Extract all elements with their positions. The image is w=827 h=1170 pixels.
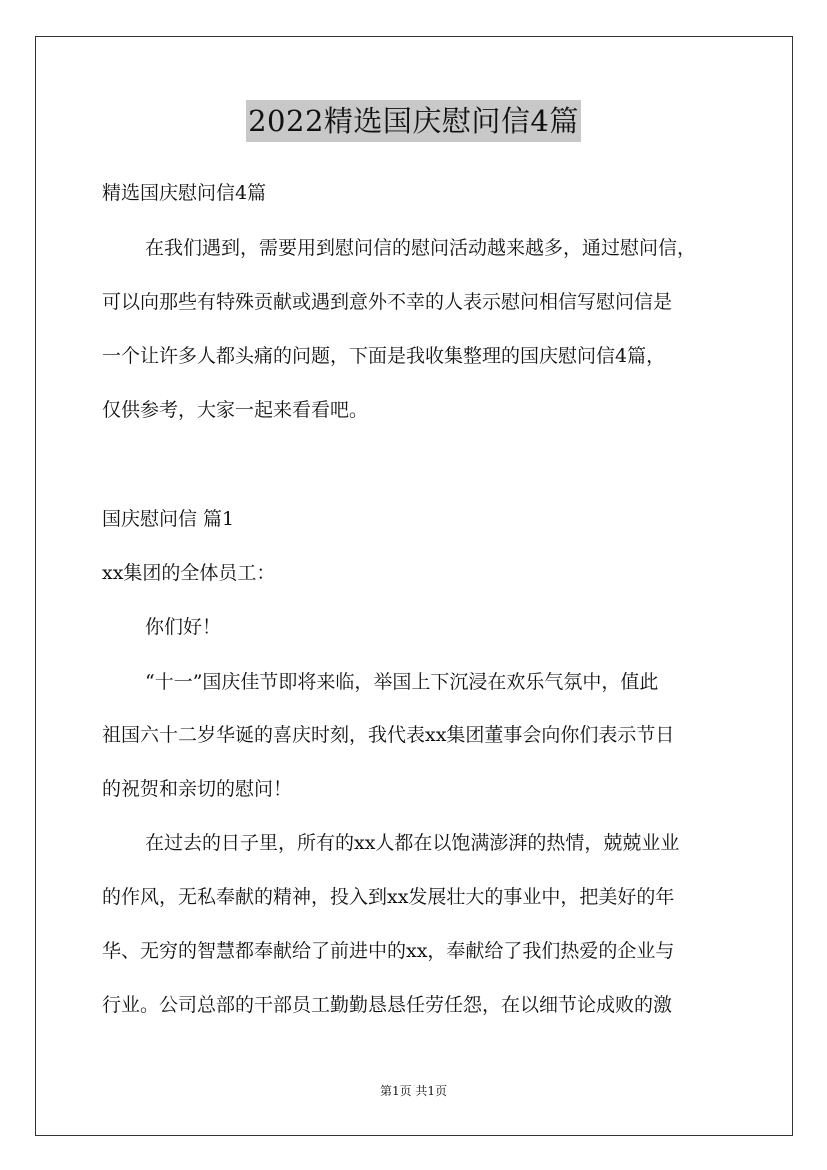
page-footer: 第1页 共1页	[379, 1084, 448, 1098]
section-heading: 国庆慰问信 篇1	[102, 508, 235, 530]
paragraph-line: 的作风，无私奉献的精神，投入到xx发展壮大的事业中，把美好的年	[102, 886, 675, 908]
document-title: 2022精选国庆慰问信4篇	[246, 100, 581, 142]
greeting-line: 你们好！	[145, 616, 222, 638]
title-container	[0, 100, 827, 142]
paragraph-line: 祖国六十二岁华诞的喜庆时刻，我代表xx集团董事会向你们表示节日	[102, 724, 675, 746]
salutation-line: xx集团的全体员工：	[102, 562, 276, 584]
subtitle-line: 精选国庆慰问信4篇	[102, 182, 267, 204]
paragraph-line: 行业。公司总部的干部员工勤勤恳恳任劳任怨，在以细节论成败的激	[102, 994, 673, 1016]
paragraph-line: 的祝贺和亲切的慰问！	[102, 778, 293, 800]
paragraph-line: 在我们遇到，需要用到慰问信的慰问活动越来越多，通过慰问信，	[145, 237, 697, 259]
paragraph-line: 一个让许多人都头痛的问题，下面是我收集整理的国庆慰问信4篇，	[102, 345, 666, 367]
paragraph-line: 在过去的日子里，所有的xx人都在以饱满澎湃的热情，兢兢业业	[145, 832, 680, 854]
paragraph-line: 华、无穷的智慧都奉献给了前进中的xx，奉献给了我们热爱的企业与	[102, 940, 675, 962]
paragraph-line: 仅供参考，大家一起来看看吧。	[102, 399, 369, 421]
paragraph-line: 可以向那些有特殊贡献或遇到意外不幸的人表示慰问相信写慰问信是	[102, 291, 673, 313]
paragraph-line: “十一”国庆佳节即将来临，举国上下沉浸在欢乐气氛中，值此	[145, 671, 659, 693]
